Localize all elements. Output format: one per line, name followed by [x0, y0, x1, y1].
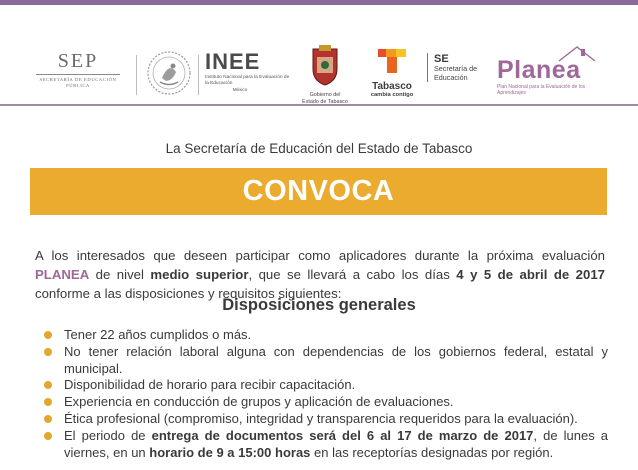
requirement-text: , de lunes a viernes, en un — [64, 427, 608, 460]
requirement-text: Experiencia en conducción de grupos y aplicación de evaluaciones. — [64, 394, 454, 410]
gobierno-caption-line2: Estado de Tabasco — [302, 98, 348, 105]
requirement-text: Disponibilidad de horario para recibir capacitación. — [64, 377, 356, 393]
logo-divider — [136, 55, 137, 95]
gobierno-caption-line1: Gobierno del — [309, 92, 341, 98]
sep-logo-subtitle: SECRETARÍA DE EDUCACIÓN PÚBLICA — [39, 77, 117, 88]
requirement-text: El periodo de — [64, 427, 152, 443]
inee-logo-country: México — [232, 87, 248, 92]
convoca-banner: CONVOCA — [30, 168, 607, 215]
bullet-icon — [44, 398, 52, 406]
intro-text: de nivel — [89, 267, 151, 283]
intro-text: conforme a las disposiciones y requisitos siguientes: — [35, 286, 342, 302]
planea-logo-text: Planea — [497, 56, 581, 84]
se-logo-subtitle-line2: Educación — [434, 72, 468, 82]
requirement-text: Tener 22 años cumplidos o más. — [64, 327, 252, 342]
list-item — [40, 327, 608, 344]
intro-text: A los interesados que deseen participar como aplicadores durante la próxima evaluación — [35, 248, 605, 264]
planea-logo — [497, 43, 611, 96]
list-item — [40, 344, 608, 378]
bullet-icon — [44, 381, 52, 389]
intro-planea-keyword: PLANEA — [35, 267, 90, 283]
planea-house-icon — [497, 43, 611, 63]
bullet-icon — [44, 415, 52, 423]
list-item — [40, 411, 608, 428]
sep-logo — [30, 51, 126, 89]
sep-logo-text: SEP — [57, 50, 99, 72]
requirement-text: Ética profesional (compromiso, integridad y transparencia requeridos para la evaluación). — [64, 410, 578, 426]
planea-logo-subtitle: Plan Nacional para la Evaluación de los Aprendizajes — [497, 84, 586, 96]
list-item — [40, 428, 608, 462]
sep-logo-rule — [36, 74, 120, 75]
tabasco-brand-logo — [361, 47, 423, 99]
requirement-highlight: entrega de documentos será del 6 al 17 de marzo de 2017 — [151, 427, 534, 443]
requirement-text: en las receptorías designadas por región. — [310, 444, 554, 460]
tabasco-brand-name: Tabasco — [372, 81, 412, 92]
logo-row — [0, 5, 638, 105]
tabasco-brand-tagline: cambia contigo — [370, 92, 414, 98]
logo-divider — [198, 55, 199, 95]
intro-level: medio superior — [150, 267, 249, 283]
se-logo — [427, 53, 496, 82]
tabasco-t-icon — [376, 47, 408, 75]
bullet-icon — [44, 331, 52, 339]
inee-logo-text: INEE — [205, 49, 261, 74]
intro-paragraph — [35, 246, 605, 303]
mexico-coat-of-arms-icon — [146, 50, 192, 96]
list-item — [40, 394, 608, 411]
bullet-icon — [44, 348, 52, 356]
list-item — [40, 377, 608, 394]
intro-dates: 4 y 5 de abril de 2017 — [456, 267, 605, 283]
header-rule — [0, 104, 638, 106]
se-logo-subtitle-line1: Secretaría de — [434, 64, 478, 73]
requirement-highlight: horario de 9 a 15:00 horas — [149, 444, 311, 460]
secretaria-line: La Secretaría de Educación del Estado de Tabasco — [165, 141, 473, 156]
inee-logo-subtitle: Instituto Nacional para la Evaluación de la Educación — [205, 75, 290, 86]
se-logo-title: SE — [434, 53, 449, 65]
gobierno-tabasco-logo — [296, 43, 354, 105]
bullet-icon — [44, 432, 52, 440]
disposiciones-heading: Disposiciones generales — [222, 296, 416, 314]
intro-text: , que se llevará a cabo los días — [248, 267, 457, 283]
tabasco-shield-icon — [309, 43, 341, 87]
requirements-list — [40, 327, 608, 461]
inee-logo — [205, 51, 293, 93]
requirement-text: No tener relación laboral alguna con dependencias de los gobiernos federal, estatal y municipal. — [64, 343, 608, 376]
